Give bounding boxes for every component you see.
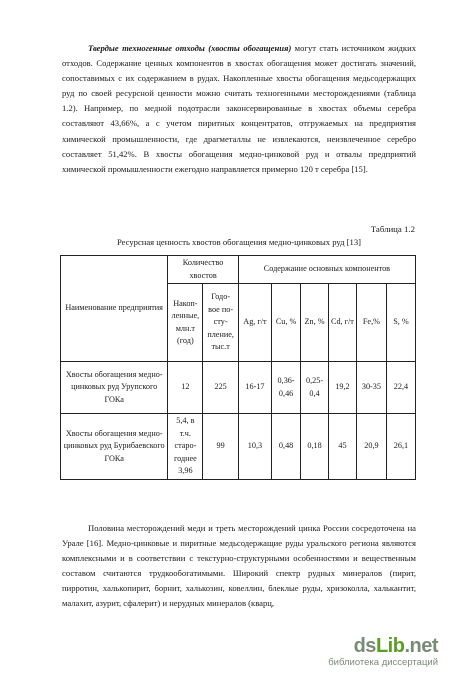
- ural-paragraph: Половина месторождений меди и треть месторождений цинка России сосредоточена на Урале [16]. Медно-цинковые и пиритные медьсодержащие руды уральского региона являются комплексными и в соответствии с текстурно-структурными особенностями и вещественным составом считаются трудкообогатимыми. Широкий спектр рудных минералов (пирит, пирротин, халькопирит, борнит, халькозин, ковеллин, блеклые руды, хризоколла, халькантит, малахит, азурит, сфалерит) и нерудных минералов (кварц,: [62, 523, 416, 609]
- header-annual: Годо-вое по-сту-пление, тыс.т: [203, 284, 238, 362]
- row-cd: 19,2: [328, 362, 356, 414]
- row-cu: 0,36-0,46: [272, 362, 301, 414]
- dslib-logo: dsLib.net: [353, 635, 438, 657]
- emphasis-term: Твердые техногенные отходы (хвосты обогащения): [88, 43, 292, 53]
- row-fe: 30-35: [356, 362, 386, 414]
- resource-table: [60, 255, 416, 480]
- row-cu: 0,48: [272, 414, 301, 480]
- header-cu: Cu, %: [272, 284, 301, 362]
- row-zn: 0,25-0,4: [301, 362, 329, 414]
- intro-paragraph: [62, 41, 416, 177]
- row-ag: 10,3: [238, 414, 271, 480]
- dslib-subtitle: библиотека диссертаций: [328, 657, 438, 668]
- row-s: 22,4: [386, 362, 415, 414]
- row-ag: 16-17: [238, 362, 271, 414]
- row-fe: 20,9: [356, 414, 386, 480]
- row-name: Хвосты обогащения медно-цинковых руд Урупского ГОКа: [61, 362, 168, 414]
- header-cd: Cd, г/т: [328, 284, 356, 362]
- row-annual: 99: [203, 414, 238, 480]
- row-zn: 0,18: [301, 414, 329, 480]
- row-s: 26,1: [386, 414, 415, 480]
- intro-paragraph-text: могут стать источником жидких отходов. Содержание ценных компонентов в хвостах обогащения может достигать значений, сопоставимых с их содержанием в рудах. Накопленные хвосты обогащения медьсодержащих руд по своей ресурсной ценности можно считать техногенными месторождениями (таблица 1.2). Например, по медной подотрасли законсервированные в хвостах объемы серебра составляют 43,66%, а с учетом пиритных концентратов, отгружаемых на предприятия химической промышленности, где драгметаллы не извлекаются, неизвлеченное серебро составляет 51,42%. В хвосты обогащения медно-цинковой руд и отвалы предприятий химической промышленности ежегодно направляется примерно 120 т серебра [15].: [62, 43, 416, 174]
- row-name: Хвосты обогащения медно-цинковых руд Бурибаевского ГОКа: [61, 414, 168, 480]
- header-ag: Ag, г/т: [238, 284, 271, 362]
- row-accumulated: 5,4, в т.ч. старо-годнее 3,96: [168, 414, 203, 480]
- header-accumulated: Накоп-ленные, млн.т (год): [168, 284, 203, 362]
- row-cd: 45: [328, 414, 356, 480]
- header-content: Содержание основных компонентов: [238, 256, 415, 284]
- row-accumulated: 12: [168, 362, 203, 414]
- header-zn: Zn, %: [301, 284, 329, 362]
- table-row: [61, 414, 416, 480]
- table-caption: Ресурсная ценность хвостов обогащения медно-цинковых руд [13]: [116, 237, 362, 247]
- table-row: [61, 362, 416, 414]
- table-number: Таблица 1.2: [370, 224, 415, 234]
- header-s: S, %: [386, 284, 415, 362]
- dslib-watermark: [318, 635, 438, 668]
- header-quantity: Количество хвостов: [168, 256, 238, 284]
- header-enterprise: Наименование предприятия: [61, 256, 168, 362]
- header-fe: Fe,%: [356, 284, 386, 362]
- row-annual: 225: [203, 362, 238, 414]
